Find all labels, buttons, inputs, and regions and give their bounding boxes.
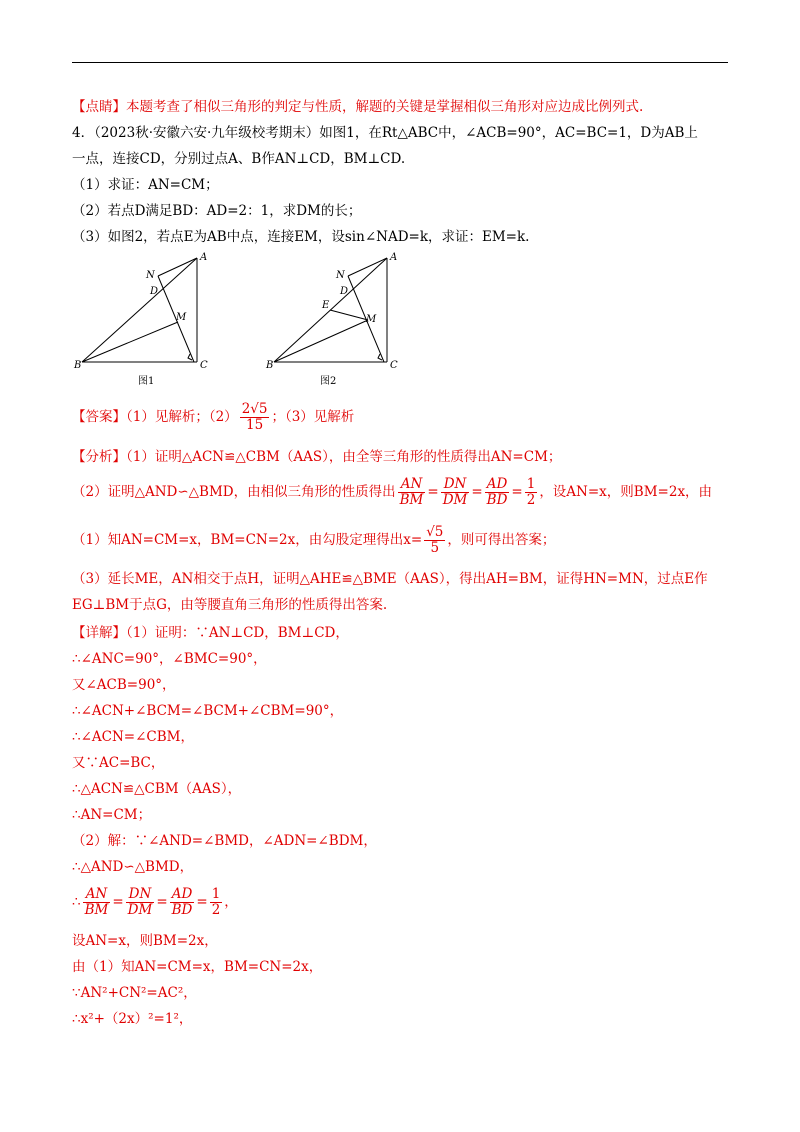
fig1-label-d: D: [150, 286, 159, 297]
detail-line-8: ∴AN=CM；: [72, 807, 152, 823]
question-2: （2）若点D满足BD：AD=2：1，求DM的长；: [72, 203, 362, 219]
answer-line: [72, 400, 354, 434]
ratio-dn-dm-den: DM: [442, 491, 468, 508]
fig2-label-n: N: [336, 270, 345, 281]
detail-ratio-dn-dm: [126, 887, 155, 918]
detail-ratio-an-bm-den: BM: [84, 901, 109, 918]
figure-2: [262, 250, 412, 390]
answer-fraction-den: 15: [245, 416, 264, 433]
ratio-ad-bd-den: BD: [486, 491, 508, 508]
fig2-segment-em: [330, 310, 368, 320]
x-value-fraction: [424, 525, 445, 556]
fig1-label-a: A: [200, 252, 208, 263]
fig2-label-d: D: [340, 286, 349, 297]
figure-1: [70, 250, 220, 390]
analysis-line-1: 【分析】（1）证明△ACN≌△CBM（AAS），由全等三角形的性质得出AN=CM；: [72, 449, 562, 465]
fig2-label-a: A: [390, 252, 398, 263]
header-rule: [72, 62, 728, 63]
x-value-num: √5: [426, 523, 444, 540]
answer-fraction-num: 2√5: [241, 400, 268, 417]
detail-line-15: ∴x²+（2x）²=1²，: [72, 1011, 193, 1027]
ratio-an-bm-num: AN: [398, 477, 426, 493]
detail-line-10: ∴△AND∽△BMD，: [72, 859, 194, 875]
fig2-label-c: C: [390, 360, 398, 371]
detail-ratio-an-bm: [83, 887, 111, 918]
detail-line-3: 又∠ACB=90°，: [72, 677, 176, 693]
ratio-an-bm: [398, 477, 426, 508]
analysis-line-2: （2）证明△AND∽△BMD，由相似三角形的性质得出 $\frac{AN}{BM}$ = $\frac{DN}{DM}$ = $\frac{AD}{BD}$ = $\frac{1}{2}$ ，设AN=x，则BM=2x，由: [72, 475, 713, 508]
ratio-dn-dm: [441, 477, 470, 508]
analysis-line-5: EG⊥BM于点G，由等腰直角三角形的性质得出答案.: [72, 597, 388, 613]
answer-suffix: ；（3）见解析: [271, 409, 355, 425]
detail-ratio-dn-dm-den: DM: [127, 901, 153, 918]
detail-line-5: ∴∠ACN=∠CBM，: [72, 729, 194, 745]
ratio-one-half-num: 1: [526, 475, 536, 492]
fig1-label-b: B: [74, 360, 82, 371]
fig2-segment-an: [348, 258, 387, 276]
fig2-label-m: M: [366, 314, 377, 325]
analysis-line-3-post: ，则可得出答案；: [447, 532, 556, 548]
fig1-segment-bm: [82, 322, 178, 362]
detail-line-9: （2）解：∵∠AND=∠BMD，∠ADN=∠BDM，: [72, 833, 377, 849]
fig1-caption: 图1: [138, 376, 155, 387]
ratio-one-half-den: 2: [526, 491, 536, 508]
answer-prefix: 【答案】（1）见解析；（2）: [72, 409, 238, 425]
detail-line-11-post: ，: [224, 894, 238, 910]
ratio-an-bm-den: BM: [399, 491, 424, 508]
analysis-line-2-pre: （2）证明△AND∽△BMD，由相似三角形的性质得出: [72, 484, 396, 500]
fig2-label-b: B: [266, 360, 274, 371]
analysis-line-2-post: ，设AN=x，则BM=2x，由: [539, 484, 713, 500]
detail-line-13: 由（1）知AN=CM=x，BM=CN=2x，: [72, 959, 323, 975]
detail-line-11: ∴ $\frac{AN}{BM}$ = $\frac{DN}{DM}$ = $\frac{AD}{BD}$ = $\frac{1}{2}$ ，: [72, 885, 238, 918]
detail-ratio-ad-bd-num: AD: [170, 887, 195, 903]
question-1: （1）求证：AN=CM；: [72, 177, 219, 193]
detail-ratio-ad-bd: [170, 887, 195, 918]
fig2-label-e: E: [322, 300, 330, 311]
detail-line-4: ∴∠ACN+∠BCM=∠BCM+∠CBM=90°，: [72, 703, 344, 719]
detail-line-1: 【详解】（1）证明：∵AN⊥CD，BM⊥CD，: [72, 625, 349, 641]
fig1-label-n: N: [146, 270, 155, 281]
answer-fraction: [240, 402, 270, 433]
detail-ratio-one-half-den: 2: [211, 901, 221, 918]
fig1-segment-ab: [82, 258, 197, 362]
analysis-line-3-pre: （1）知AN=CM=x，BM=CN=2x，由勾股定理得出x=: [72, 532, 423, 548]
problem-line-2: 一点，连接CD，分别过点A、B作AN⊥CD，BM⊥CD.: [72, 151, 406, 167]
ratio-ad-bd-num: AD: [485, 477, 510, 493]
analysis-line-3: [72, 522, 555, 558]
detail-line-6: 又∵AC=BC，: [72, 755, 165, 771]
detail-ratio-an-bm-num: AN: [83, 887, 111, 903]
fig1-label-m: M: [176, 312, 187, 323]
detail-ratio-ad-bd-den: BD: [171, 901, 193, 918]
ratio-one-half: [525, 477, 538, 508]
ratio-ad-bd: [485, 477, 510, 508]
problem-line-1: 4．（2023秋·安徽六安·九年级校考期末）如图1，在Rt△ABC中，∠ACB=90°，AC=BC=1，D为AB上: [72, 125, 698, 141]
detail-line-11-pre: ∴: [72, 894, 81, 910]
x-value-den: 5: [430, 539, 440, 556]
detail-ratio-one-half: [210, 887, 223, 918]
detail-line-2: ∴∠ANC=90°，∠BMC=90°，: [72, 651, 267, 667]
fig1-label-c: C: [200, 360, 208, 371]
fig2-caption: 图2: [320, 376, 337, 387]
fig1-segment-an: [158, 258, 197, 276]
detail-line-14: ∵AN²+CN²=AC²，: [72, 985, 197, 1001]
fig2-segment-bm: [274, 320, 368, 362]
detail-ratio-dn-dm-num: DN: [126, 887, 155, 903]
ratio-dn-dm-num: DN: [441, 477, 470, 493]
dianjing-note: 【点睛】本题考查了相似三角形的判定与性质，解题的关键是掌握相似三角形对应边成比例列式.: [72, 99, 644, 115]
detail-line-12: 设AN=x，则BM=2x，: [72, 933, 218, 949]
detail-ratio-one-half-num: 1: [211, 885, 221, 902]
detail-line-7: ∴△ACN≌△CBM（AAS），: [72, 781, 242, 797]
analysis-line-4: （3）延长ME，AN相交于点H，证明△AHE≌△BME（AAS），得出AH=BM，证得HN=MN，过点E作: [72, 571, 708, 587]
question-3: （3）如图2，若点E为AB中点，连接EM，设sin∠NAD=k，求证：EM=k.: [72, 229, 530, 245]
